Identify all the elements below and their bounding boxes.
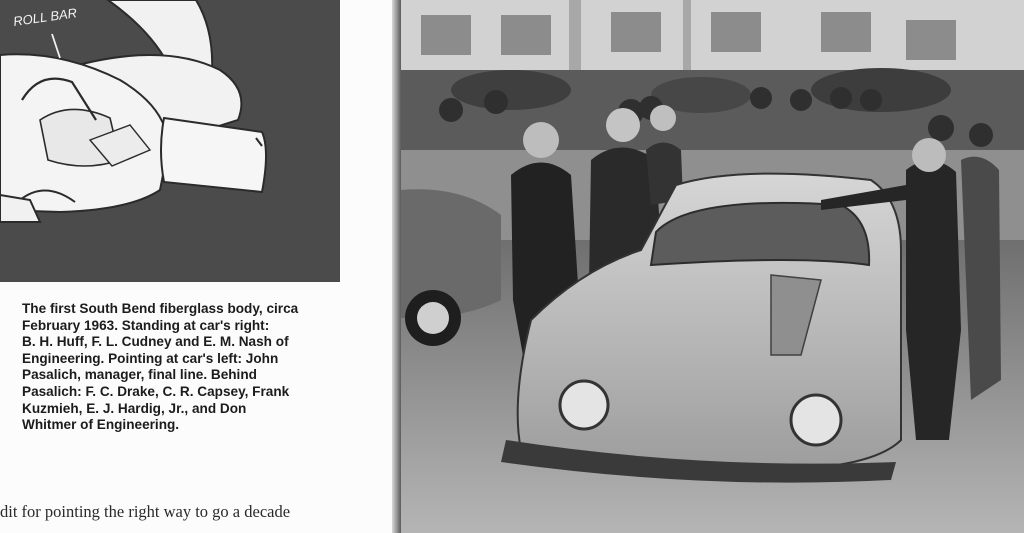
caption-line: February 1963. Standing at car's right: xyxy=(22,317,270,333)
caption-line: Pasalich: F. C. Drake, C. R. Capsey, Frank xyxy=(22,383,290,399)
caption-line: Pasalich, manager, final line. Behind xyxy=(22,367,257,383)
page-gutter xyxy=(392,0,401,533)
body-text-line: dit for pointing the right way to go a decade xyxy=(0,502,291,521)
car-line-drawing xyxy=(0,0,340,282)
caption-line: Whitmer of Engineering. xyxy=(22,417,180,433)
caption-line: B. H. Huff, F. L. Cudney and E. M. Nash of xyxy=(22,334,289,350)
roll-bar-label: ROLL BAR xyxy=(12,5,78,29)
caption-line: The first South Bend fiberglass body, circa xyxy=(22,301,299,316)
photo-caption xyxy=(22,301,352,434)
caption-line: Kuzmieh, E. J. Hardig, Jr., and Don xyxy=(22,400,247,416)
factory-photo xyxy=(401,0,1024,533)
roll-bar-illustration xyxy=(0,0,340,282)
caption-line: Engineering. Pointing at car's left: John xyxy=(22,350,279,366)
left-column xyxy=(0,0,392,533)
photo-scene xyxy=(401,0,1024,533)
